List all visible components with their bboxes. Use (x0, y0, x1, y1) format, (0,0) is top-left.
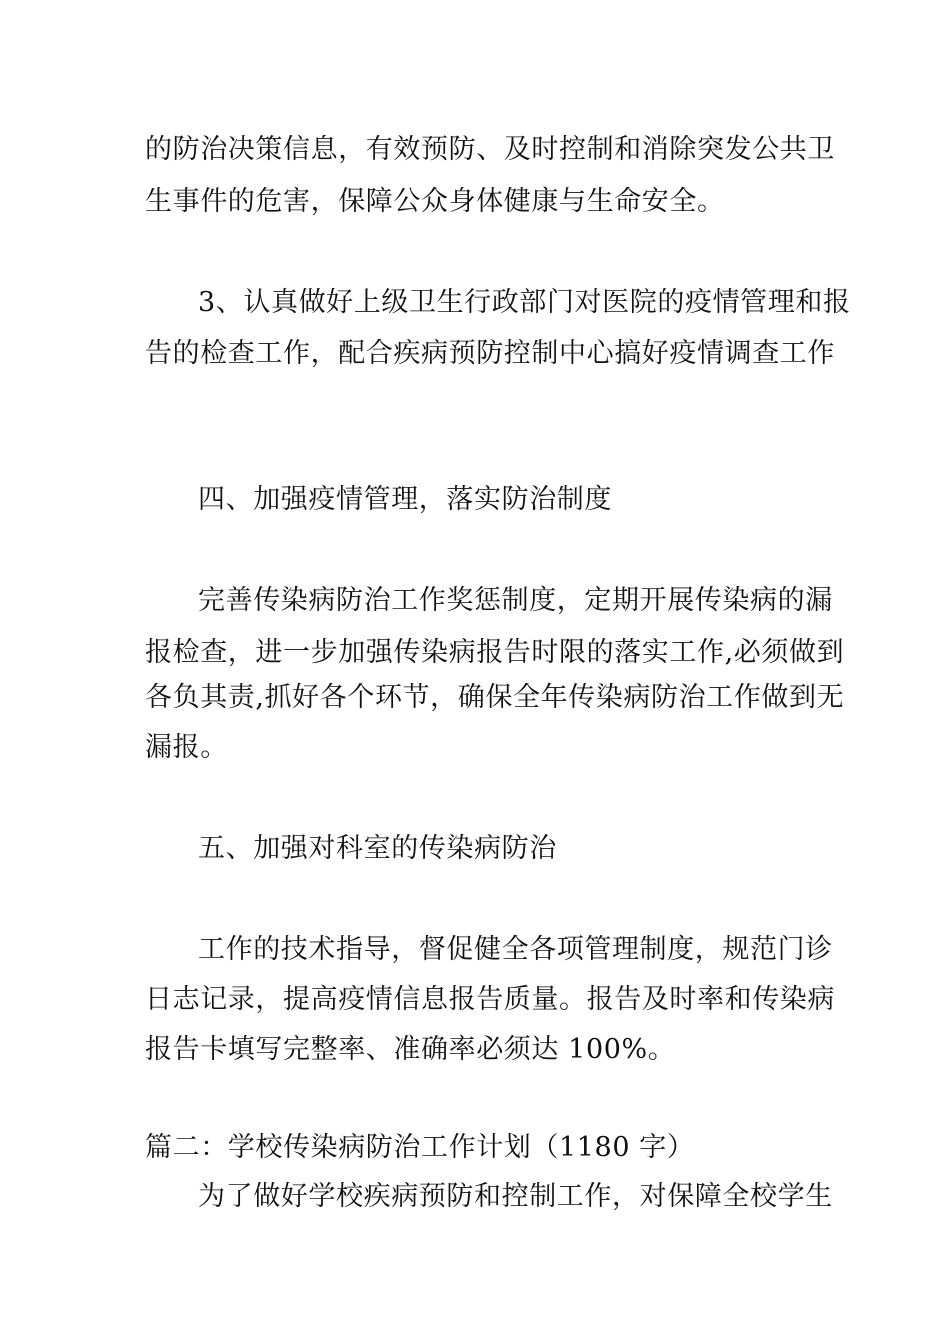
paragraph-line: 3、认真做好上级卫生行政部门对医院的疫情管理和报 (198, 287, 851, 318)
section-heading: 四、加强疫情管理，落实防治制度 (198, 484, 612, 515)
paragraph-line: 报检查，进一步加强传染病报告时限的落实工作,必须做到 (145, 637, 845, 668)
paragraph-line: 工作的技术指导，督促健全各项管理制度，规范门诊 (198, 934, 833, 965)
paragraph-line: 漏报。 (145, 732, 228, 763)
paragraph-line: 报告卡填写完整率、准确率必须达 100%。 (145, 1034, 676, 1065)
section-heading: 五、加强对科室的传染病防治 (198, 833, 557, 864)
part-heading: 篇二：学校传染病防治工作计划（1180 字） (145, 1132, 695, 1163)
paragraph-line: 生事件的危害，保障公众身体健康与生命安全。 (145, 186, 725, 217)
paragraph-line: 告的检查工作，配合疾病预防控制中心搞好疫情调查工作 (145, 338, 835, 369)
paragraph-line: 完善传染病防治工作奖惩制度，定期开展传染病的漏 (198, 585, 833, 616)
paragraph-line: 日志记录，提高疫情信息报告质量。报告及时率和传染病 (145, 984, 835, 1015)
paragraph-line: 为了做好学校疾病预防和控制工作，对保障全校学生 (198, 1181, 833, 1212)
paragraph-line: 各负其责,抓好各个环节，确保全年传染病防治工作做到无 (145, 682, 845, 713)
paragraph-line: 的防治决策信息，有效预防、及时控制和消除突发公共卫 (145, 134, 835, 165)
